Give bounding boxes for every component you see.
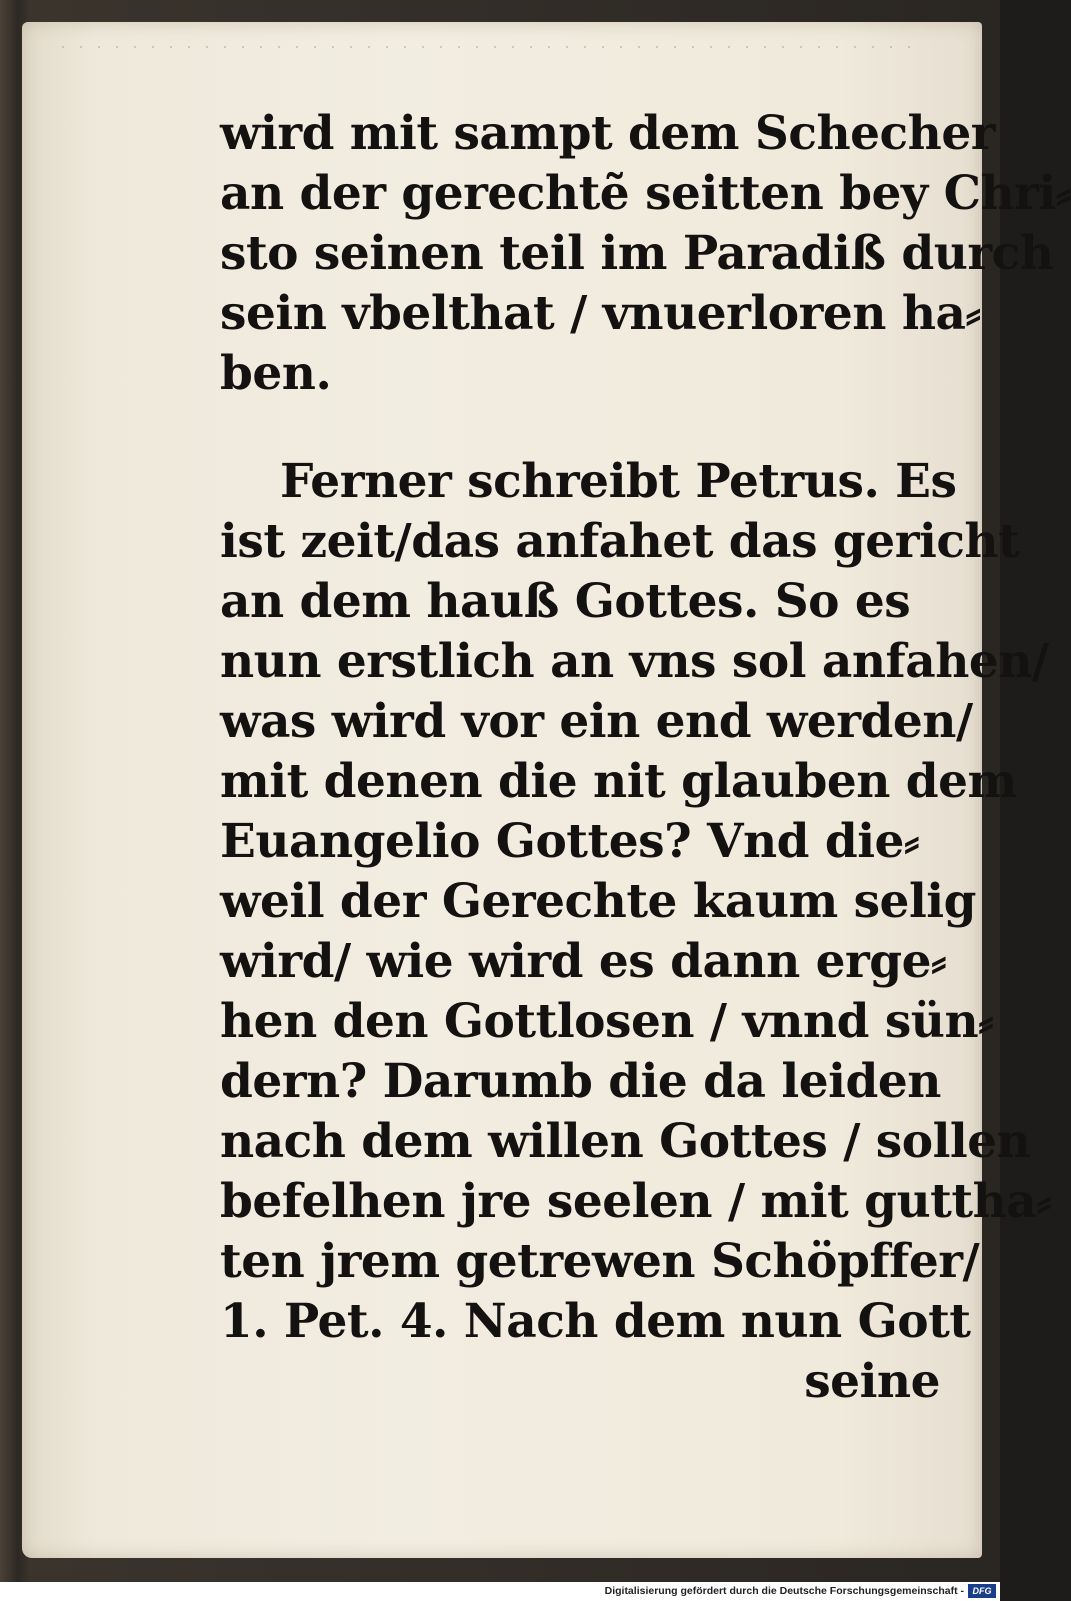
text-line-12: Euangelio Gottes? Vnd die⸗ [220,814,920,869]
text-line-16: dern? Darumb die da leiden [220,1054,941,1109]
text-line-13: weil der Gerechte kaum selig [220,874,977,929]
text-line-3: sto seinen teil im Paradiß durch [220,226,1054,281]
text-line-17: nach dem willen Gottes / sollen [220,1114,1031,1169]
catchword: seine [804,1354,940,1409]
text-line-4: sein vbelthat / vnuerloren ha⸗ [220,286,981,341]
funding-credit: Digitalisierung gefördert durch die Deutsche Forschungsgemeinschaft - [604,1585,964,1597]
text-line-8: an dem hauß Gottes. So es [220,574,911,629]
text-line-2: an der gerechtẽ seitten bey Chri⸗ [220,166,1071,221]
book-page [22,22,1071,1558]
dfg-logo: DFG [968,1584,996,1598]
text-line-7: ist zeit/das anfahet das gericht [220,514,1020,569]
text-line-14: wird/ wie wird es dann erge⸗ [220,934,947,989]
text-line-6: Ferner schreibt Petrus. Es [280,454,957,509]
text-line-20: 1. Pet. 4. Nach dem nun Gott [220,1294,971,1349]
digitization-footer [0,1582,1000,1601]
text-line-15: hen den Gottlosen / vnnd sün⸗ [220,994,994,1049]
text-line-5: ben. [220,346,332,401]
text-line-19: ten jrem getrewen Schöpffer/ [220,1234,980,1289]
text-line-10: was wird vor ein end werden/ [220,694,973,749]
text-line-18: befelhen jre seelen / mit guttha⸗ [220,1174,1052,1229]
text-line-9: nun erstlich an vns sol anfahen/ [220,634,1049,689]
text-line-11: mit denen die nit glauben dem [220,754,1017,809]
text-line-1: wird mit sampt dem Schecher [220,106,995,161]
page-text [220,104,1071,1412]
